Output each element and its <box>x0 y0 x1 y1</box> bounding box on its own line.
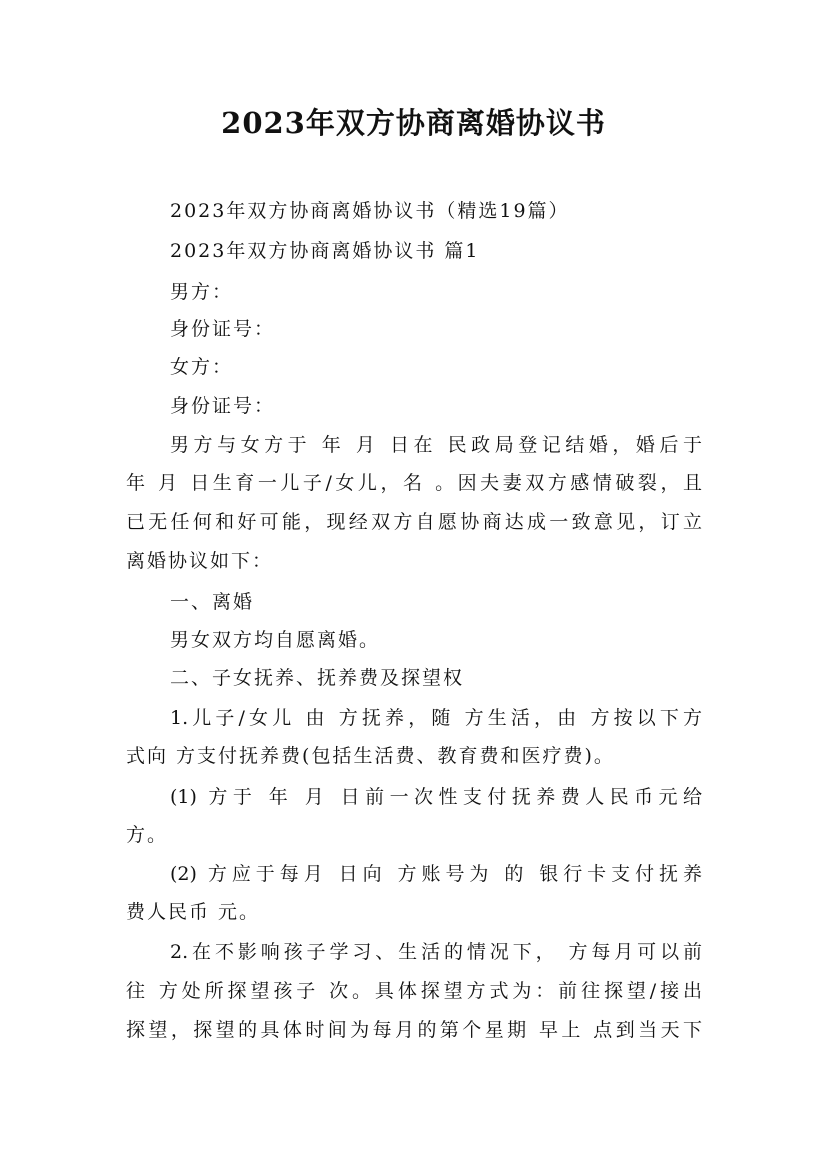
paragraph-line: 费人民币 元。 <box>126 901 261 923</box>
clause-heading: 一、离婚 <box>170 591 255 613</box>
paragraph-line: 1.儿子/女儿 由 方抚养，随 方生活，由 方按以下方 <box>170 707 702 729</box>
paragraph-line: (2) 方应于每月 日向 方账号为 的 银行卡支付抚养 <box>170 863 702 885</box>
paragraph-line: 2.在不影响孩子学习、生活的情况下， 方每月可以前 <box>170 941 702 963</box>
section-heading: 2023年双方协商离婚协议书 篇1 <box>170 240 480 262</box>
paragraph-line: 男女双方均自愿离婚。 <box>170 629 381 651</box>
field-label-wife-id: 身份证号： <box>170 395 276 417</box>
paragraph-line: 年 月 日生育一儿子/女儿，名 。因夫妻双方感情破裂，且 <box>126 472 702 494</box>
field-label-husband-id: 身份证号： <box>170 318 276 340</box>
document-title: 2023年双方协商离婚协议书 <box>221 106 606 140</box>
paragraph-line: 离婚协议如下： <box>126 550 274 572</box>
subtitle-line: 2023年双方协商离婚协议书（精选19篇） <box>170 200 570 222</box>
paragraph-line: 已无任何和好可能，现经双方自愿协商达成一致意见，订立 <box>126 511 702 533</box>
field-label-husband: 男方： <box>170 281 234 303</box>
paragraph-line: 往 方处所探望孩子 次。具体探望方式为：前往探望/接出 <box>126 980 702 1002</box>
field-label-wife: 女方： <box>170 356 234 378</box>
clause-heading: 二、子女抚养、抚养费及探望权 <box>170 667 465 689</box>
paragraph-line: (1) 方于 年 月 日前一次性支付抚养费人民币元给 <box>170 786 702 808</box>
paragraph-line: 方。 <box>126 824 169 846</box>
paragraph-line: 探望，探望的具体时间为每月的第个星期 早上 点到当天下 <box>126 1019 702 1041</box>
paragraph-line: 式向 方支付抚养费(包括生活费、教育费和医疗费)。 <box>126 745 615 767</box>
paragraph-line: 男方与女方于 年 月 日在 民政局登记结婚，婚后于 <box>170 434 702 456</box>
